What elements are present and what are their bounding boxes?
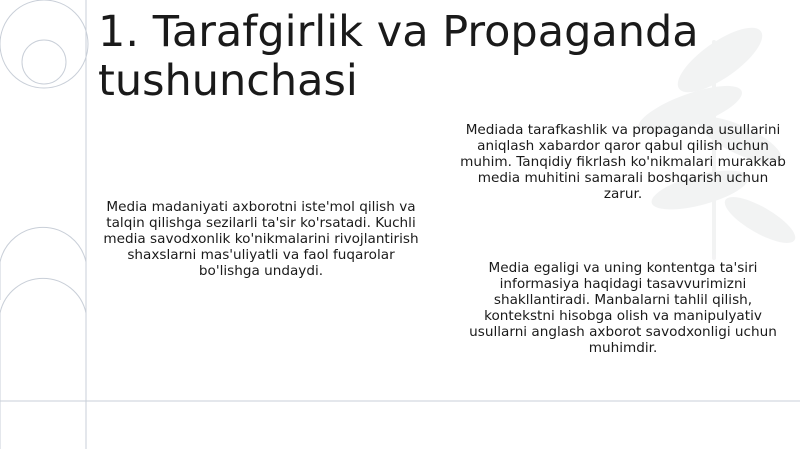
paragraph-media-ownership: Media egaligi va uning kontentga ta'siri informasiya haqidagi tasavvurimizni shakllantiradi. Manbalarni tahlil qilish, kontekstni hisobga olish va manipulyativ usullarni anglash axborot savodxonligi uchun muhimdir. bbox=[469, 260, 777, 356]
arch-outline-upper bbox=[0, 227, 86, 300]
paragraph-media-culture: Media madaniyati axborotni iste'mol qilish va talqin qilishga sezilarli ta'sir ko'rsatadi. Kuchli media savodxonlik ko'nikmalarini rivojlantirish shaxslarni mas'uliyatli va faol fuqarolar bo'lishga undaydi. bbox=[103, 199, 419, 279]
slide-title: 1. Tarafgirlik va Propaganda tushunchasi bbox=[98, 7, 699, 106]
arch-outline-lower bbox=[0, 278, 86, 449]
circle-outline-large bbox=[0, 0, 88, 88]
circle-outline-small bbox=[22, 40, 66, 84]
paragraph-bias-propaganda: Mediada tarafkashlik va propaganda usullarini aniqlash xabardor qaror qabul qilish uchun muhim. Tanqidiy fikrlash ko'nikmalari murakkab media muhitini samarali boshqarish uchun zarur. bbox=[460, 122, 786, 202]
